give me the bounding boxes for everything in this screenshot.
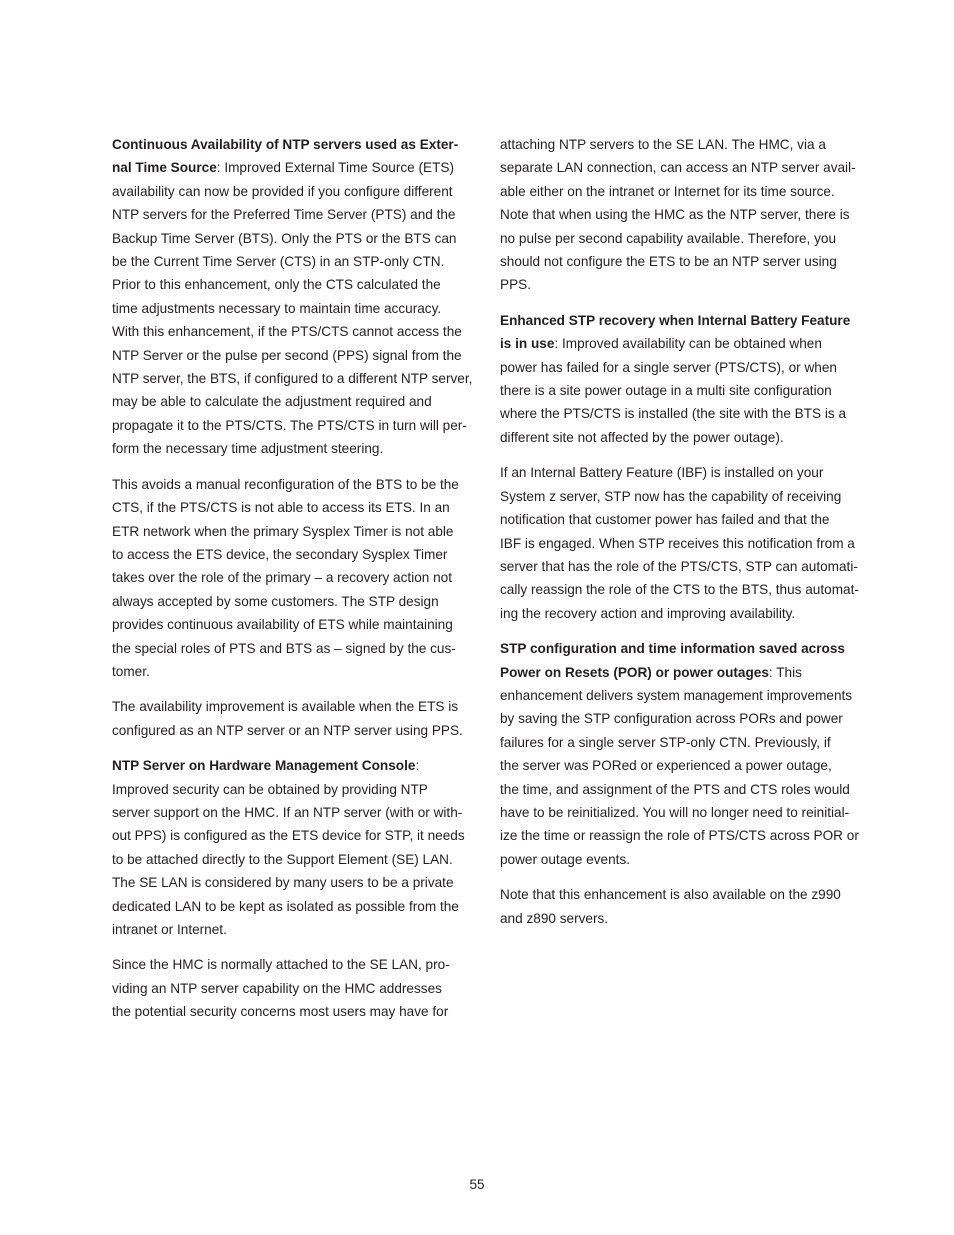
paragraph-ets-availability: Continuous Availability of NTP servers used as Exter- nal Time Source: Improved External Time Source (ETS) availability can now be provided if you configure different NTP servers for the Preferred Time Server (PTS) and the Backup Time Server (BTS). Only the PTS or the BTS can be the Current Time Server (CTS) in an STP-only CTN. Prior to this enhancement, only the CTS calculated the time adjustments necessary to maintain time accuracy. With this enhancement, if the PTS/CTS cannot access the NTP Server or the pulse per second (PPS) signal from the NTP server, the BTS, if configured to a different NTP server, may be able to calculate the adjustment required and propagate it to the PTS/CTS. The PTS/CTS in turn will per- form the necessary time adjustment steering. [112, 137, 473, 457]
paragraph-availability-improvement: The availability improvement is available when the ETS is configured as an NTP server or an NTP server using PPS. [112, 699, 463, 738]
left-column [112, 133, 484, 1036]
right-column [500, 133, 872, 942]
paragraph-hmc-se-lan: Since the HMC is normally attached to the SE LAN, pro- viding an NTP server capability on the HMC addresses the potential security concerns most users may have for [112, 957, 450, 1020]
body-stp-config-saved: This enhancement delivers system management improvements by saving the STP configuration across PORs and power failures for a single server STP-only CTN. Previously, if the server was PORed or experienced a power outage, the time, and assignment of the PTS and CTS roles would have to be reinitialized. You will no longer need to reinitial- ize the time or reassign the role of PTS/CTS across POR or power outage events. [500, 664, 859, 867]
heading-ets-availability: Continuous Availability of NTP servers used as Exter- nal Time Source [112, 137, 459, 176]
heading-stp-recovery-ibf: Enhanced STP recovery when Internal Battery Feature is in use [500, 312, 851, 352]
body-ntp-on-hmc: Improved security can be obtained by providing NTP server support on the HMC. If an NTP server (with or with- out PPS) is configured as the ETS device for STP, it needs to be attached directly to the Support Element (SE) LAN. The SE LAN is considered by many users to be a private dedicated LAN to be kept as isolated as possible from the intranet or Internet. [112, 781, 465, 937]
body-ets-availability: Improved External Time Source (ETS) availability can now be provided if you configure different NTP servers for the Preferred Time Server (PTS) and the Backup Time Server (BTS). Only the PTS or the BTS can be the Current Time Server (CTS) in an STP-only CTN. Prior to this enhancement, only the CTS calculated the time adjustments necessary to maintain time accuracy. With this enhancement, if the PTS/CTS cannot access the NTP Server or the pulse per second (PPS) signal from the NTP server, the BTS, if configured to a different NTP server, may be able to calculate the adjustment required and propagate it to the PTS/CTS. The PTS/CTS in turn will per- form the necessary time adjustment steering. [112, 160, 473, 457]
heading-stp-config-saved: STP configuration and time information saved across Power on Resets (POR) or power outages [500, 641, 845, 680]
page-number: 55 [469, 1177, 485, 1192]
paragraph-ibf-installed: If an Internal Battery Feature (IBF) is installed on your System z server, STP now has the capability of receiving notification that customer power has failed and that the IBF is engaged. When STP receives this notification from a server that has the role of the PTS/CTS, STP can automati- cally reassign the role of the CTS to the BTS, thus automat- ing the recovery action and improving availability. [500, 465, 859, 621]
paragraph-attaching-ntp: attaching NTP servers to the SE LAN. The HMC, via a separate LAN connection, can access an NTP server avail- able either on the intranet or Internet for its time source. Note that when using the HMC as the NTP server, there is no pulse per second capability available. Therefore, you should not configure the ETS to be an NTP server using PPS. [500, 137, 856, 293]
paragraph-stp-config-saved: STP configuration and time information saved across Power on Resets (POR) or power outages: This enhancement delivers system management improvements by saving the STP configuration across PORs and power failures for a single server STP-only CTN. Previously, if the server was PORed or experienced a power outage, the time, and assignment of the PTS and CTS roles would have to be reinitialized. You will no longer need to reinitial- ize the time or reassign the role of PTS/CTS across POR or power outage events. [500, 641, 859, 867]
heading-ntp-on-hmc: NTP Server on Hardware Management Console [112, 758, 416, 774]
paragraph-z990-note: Note that this enhancement is also available on the z990 and z890 servers. [500, 887, 841, 926]
paragraph-stp-recovery-ibf: Enhanced STP recovery when Internal Battery Feature is in use: Improved availability can be obtained when power has failed for a single server (PTS/CTS), or when there is a site power outage in a multi site configuration where the PTS/CTS is installed (the site with the BTS is a different site not affected by the power outage). [500, 312, 851, 445]
body-stp-recovery-ibf: Improved availability can be obtained when power has failed for a single server (PTS/CTS), or when there is a site power outage in a multi site configuration where the PTS/CTS is installed (the site with the BTS is a different site not affected by the power outage). [500, 336, 847, 445]
paragraph-manual-reconfiguration: This avoids a manual reconfiguration of the BTS to be the CTS, if the PTS/CTS is not able to access its ETS. In an ETR network when the primary Sysplex Timer is not able to access the ETS device, the secondary Sysplex Timer takes over the role of the primary – a recovery action not always accepted by some customers. The STP design provides continuous availability of ETS while maintaining the special roles of PTS and BTS as – signed by the cus- tomer. [112, 476, 459, 679]
paragraph-ntp-on-hmc: NTP Server on Hardware Management Console: Improved security can be obtained by providing NTP server support on the HMC. If an NTP server (with or with- out PPS) is configured as the ETS device for STP, it needs to be attached directly to the Support Element (SE) LAN. The SE LAN is considered by many users to be a private dedicated LAN to be kept as isolated as possible from the intranet or Internet. [112, 758, 465, 937]
